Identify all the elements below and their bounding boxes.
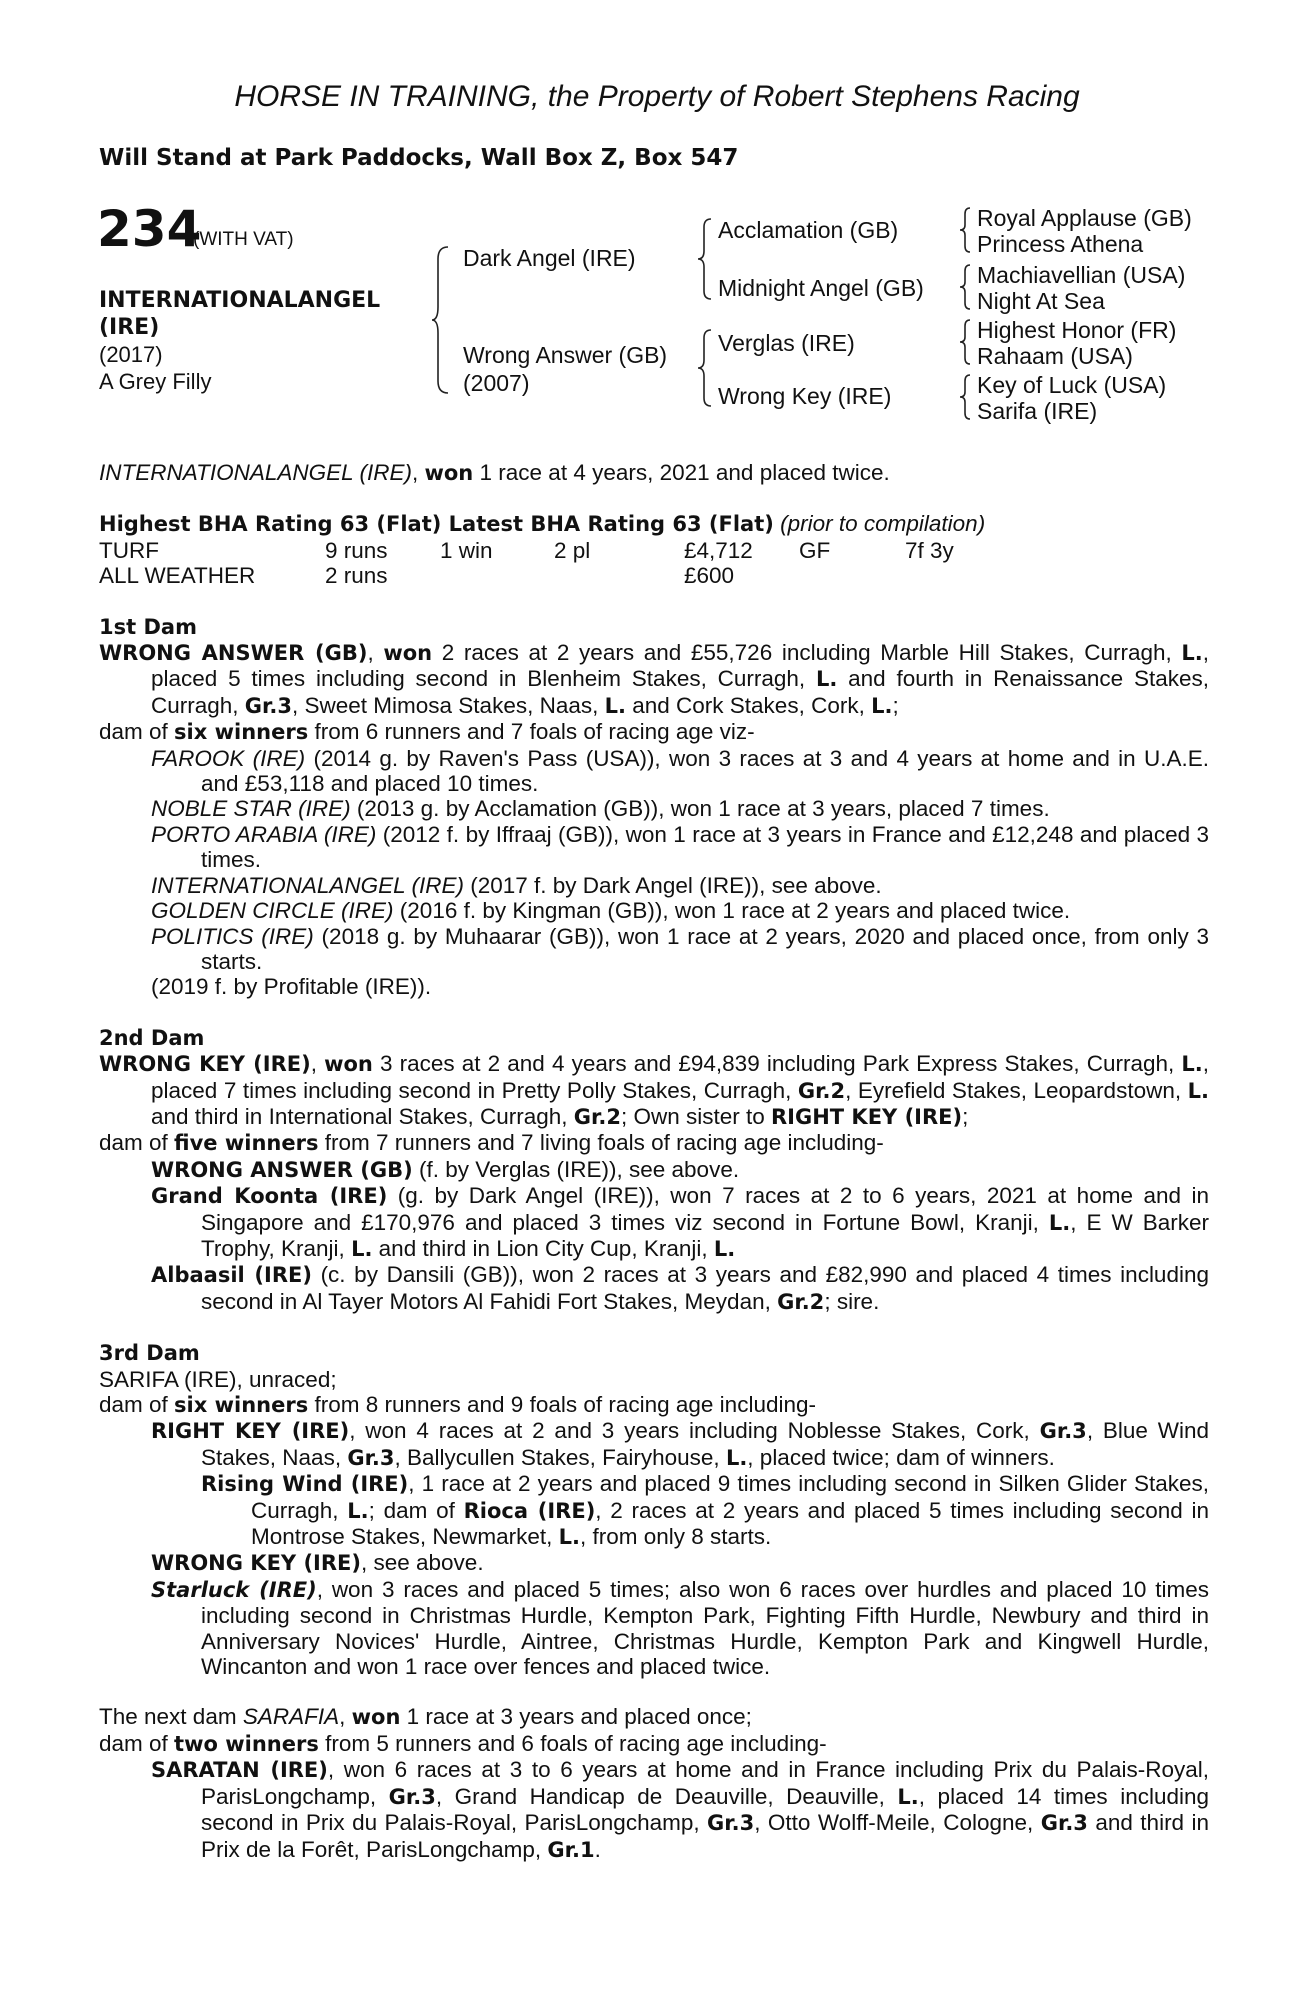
race-summary: INTERNATIONALANGEL (IRE), won 1 race at 4 years, 2021 and placed twice. (99, 460, 890, 485)
dam1-produce-3: PORTO ARABIA (IRE) (2012 f. by Iffraaj (GB)), won 1 race at 3 years in France and £12,248 and placed 3 times. (151, 821, 1210, 873)
dam1-produce-7: (2019 f. by Profitable (IRE)). (151, 974, 432, 1000)
rating-row-aw: ALL WEATHER 2 runs £600 (99, 563, 735, 589)
dam3-intro: SARIFA (IRE), unraced; (99, 1366, 337, 1392)
vat-note: (WITH VAT) (193, 229, 294, 250)
dam3-produce-intro: dam of six winners from 8 runners and 9 foals of racing age including- (99, 1392, 816, 1417)
gp-brace-4 (958, 373, 972, 421)
grandsire-1: Royal Applause (GB) (977, 205, 1192, 231)
sire-dam: Midnight Angel (GB) (718, 275, 924, 301)
grandsire-3: Highest Honor (FR) (977, 317, 1177, 343)
dam1-produce-intro: dam of six winners from 6 runners and 7 foals of racing age viz- (99, 719, 755, 745)
dam2-produce-1: WRONG ANSWER (GB) (f. by Verglas (IRE)), see above. (151, 1156, 740, 1182)
dam1-heading: 1st Dam (99, 614, 197, 639)
dam: Wrong Answer (GB) (463, 342, 668, 368)
granddam-1: Princess Athena (977, 231, 1144, 257)
sale-title: HORSE IN TRAINING, the Property of Robert Stephens Racing (234, 80, 1080, 113)
dam1-produce-1: FAROOK (IRE) (2014 g. by Raven's Pass (USA)), won 3 races at 3 and 4 years at home and in U.A.E. and £53,118 and placed 10 times. (151, 745, 1209, 797)
dam3-heading: 3rd Dam (99, 1341, 200, 1366)
grandsire-4: Key of Luck (USA) (977, 372, 1167, 398)
stand-location: Will Stand at Park Paddocks, Wall Box Z, Box 547 (99, 145, 739, 171)
dam1-produce-2: NOBLE STAR (IRE) (2013 g. by Acclamation (GB)), won 1 race at 3 years, placed 7 times. (151, 796, 1050, 822)
pedigree-brace (430, 245, 454, 395)
dam3-produce-wrong-key: WRONG KEY (IRE), see above. (151, 1550, 484, 1576)
dam2-heading: 2nd Dam (99, 1025, 205, 1050)
dam3-produce-starluck: Starluck (IRE), won 3 races and placed 5 times; also won 6 races over hurdles and placed 10 times including second in Christmas Hurdle, Kempton Park, Fighting Fifth Hurdle, Newbury and third in Anniversary Novices' Hurdle, Aintree, Christmas Hurdle, Kempton Park and Kingwell Hurdle, Wincanton and won 1 race over fences and placed twice. (151, 1576, 1210, 1680)
rating-row-turf: TURF 9 runs 1 win 2 pl £4,712 GF 7f 3y (99, 537, 954, 563)
lot-number: 234 (97, 200, 202, 258)
dam-brace (695, 328, 715, 408)
dam-dam: Wrong Key (IRE) (718, 383, 892, 409)
sire: Dark Angel (IRE) (463, 245, 636, 271)
granddam-3: Rahaam (USA) (977, 343, 1133, 369)
next-dam-intro: The next dam SARAFIA, won 1 race at 3 years and placed once; (99, 1704, 752, 1730)
sire-sire: Acclamation (GB) (718, 217, 899, 243)
gp-brace-1 (958, 206, 972, 254)
grandsire-2: Machiavellian (USA) (977, 262, 1186, 288)
granddam-2: Night At Sea (977, 288, 1105, 314)
horse-description: A Grey Filly (99, 369, 212, 394)
dam2-record: WRONG KEY (IRE), won 3 races at 2 and 4 years and £94,839 including Park Express Stakes, Curragh, L., placed 7 times including second in Pretty Polly Stakes, Curragh, Gr.2, Eyrefield Stakes, Leopardstown, L. and third in International Stakes, Curragh, Gr.2; Own sister to RIGHT KEY (IRE); (99, 1051, 1209, 1129)
catalogue-body (99, 460, 1209, 1863)
dam-year: (2007) (463, 370, 530, 396)
dam3-produce-rising-wind: Rising Wind (IRE), 1 race at 2 years and placed 9 times including second in Silken Glider Stakes, Curragh, L.; dam of Rioca (IRE), 2 races at 2 years and placed 5 times including second in Montrose Stakes, Newmarket, L., from only 8 starts. (201, 1471, 1209, 1550)
next-dam-produce-saratan: SARATAN (IRE), won 6 races at 3 to 6 years at home and in France including Prix du Palais-Royal, ParisLongchamp, Gr.3, Grand Handicap de Deauville, Deauville, L., placed 14 times including second in Prix du Palais-Royal, ParisLongchamp, Gr.3, Otto Wolff-Meile, Cologne, Gr.3 and third in Prix de la Forêt, ParisLongchamp, Gr.1. (151, 1757, 1210, 1862)
next-dam-produce-intro: dam of two winners from 5 runners and 6 foals of racing age including- (99, 1730, 827, 1756)
dam1-produce-4: INTERNATIONALANGEL (IRE) (2017 f. by Dark Angel (IRE)), see above. (151, 872, 882, 898)
dam1-record: WRONG ANSWER (GB), won 2 races at 2 years and £55,726 including Marble Hill Stakes, Curragh, L., placed 5 times including second in Blenheim Stakes, Curragh, L. and fourth in Renaissance Stakes, Curragh, Gr.3, Sweet Mimosa Stakes, Naas, L. and Cork Stakes, Cork, L.; (99, 640, 1209, 718)
dam2-produce-2: Grand Koonta (IRE) (g. by Dark Angel (IRE)), won 7 races at 2 to 6 years, 2021 at home and in Singapore and £170,976 and placed 3 times viz second in Fortune Bowl, Kranji, L., E W Barker Trophy, Kranji, L. and third in Lion City Cup, Kranji, L. (151, 1183, 1209, 1261)
dam3-produce-right-key: RIGHT KEY (IRE), won 4 races at 2 and 3 years including Noblesse Stakes, Cork, Gr.3, Blue Wind Stakes, Naas, Gr.3, Ballycullen Stakes, Fairyhouse, L., placed twice; dam of winners. (151, 1418, 1209, 1470)
horse-suffix: (IRE) (99, 315, 160, 340)
rating-heading: Highest BHA Rating 63 (Flat) Latest BHA Rating 63 (Flat) (prior to compilation) (99, 511, 986, 537)
horse-name: INTERNATIONALANGEL (99, 288, 381, 313)
dam-sire: Verglas (IRE) (718, 330, 855, 356)
horse-year: (2017) (99, 342, 163, 367)
dam2-produce-intro: dam of five winners from 7 runners and 7 living foals of racing age including- (99, 1130, 884, 1156)
dam1-produce-6: POLITICS (IRE) (2018 g. by Muhaarar (GB)), won 1 race at 2 years, 2020 and placed once, from only 3 starts. (151, 923, 1209, 974)
sire-brace (695, 217, 715, 301)
gp-brace-3 (958, 318, 972, 366)
dam2-produce-3: Albaasil (IRE) (c. by Dansili (GB)), won 2 races at 3 years and £82,990 and placed 4 times including second in Al Tayer Motors Al Fahidi Fort Stakes, Meydan, Gr.2; sire. (151, 1262, 1209, 1314)
dam1-produce-5: GOLDEN CIRCLE (IRE) (2016 f. by Kingman (GB)), won 1 race at 2 years and placed twice. (151, 898, 1071, 924)
granddam-4: Sarifa (IRE) (977, 398, 1098, 424)
gp-brace-2 (958, 263, 972, 311)
